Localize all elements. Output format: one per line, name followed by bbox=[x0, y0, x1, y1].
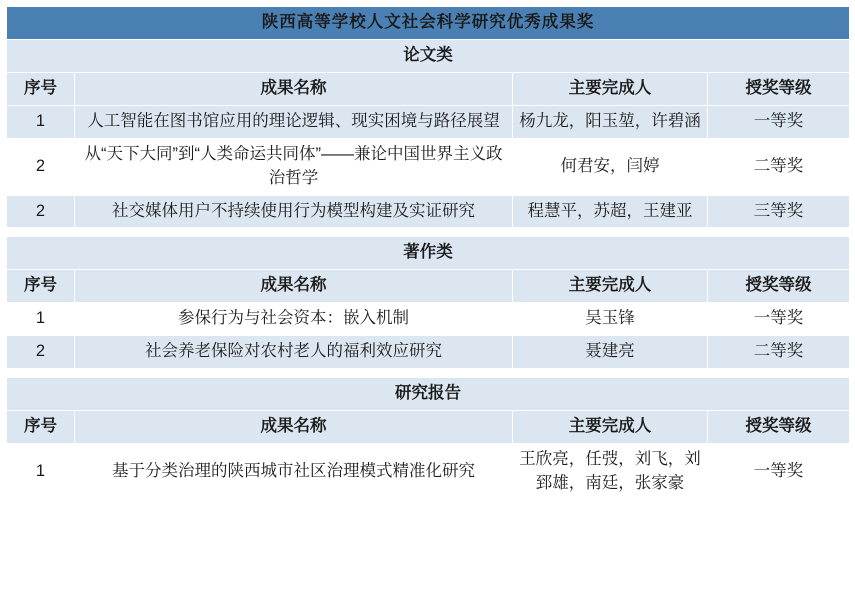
table-row bbox=[7, 303, 850, 336]
cell-authors: 杨九龙，阳玉堃，许碧涵 bbox=[513, 105, 708, 138]
section-header-row bbox=[7, 237, 850, 270]
column-header-grade: 授奖等级 bbox=[708, 411, 850, 444]
section-title-papers: 论文类 bbox=[7, 39, 850, 72]
cell-grade: 一等奖 bbox=[708, 105, 850, 138]
section-spacer bbox=[7, 369, 850, 378]
table-row bbox=[7, 443, 850, 500]
cell-authors: 程慧平，苏超，王建亚 bbox=[513, 195, 708, 228]
award-results-table bbox=[6, 6, 850, 501]
cell-grade: 二等奖 bbox=[708, 138, 850, 195]
column-header-authors: 主要完成人 bbox=[513, 270, 708, 303]
cell-authors: 吴玉锋 bbox=[513, 303, 708, 336]
cell-grade: 一等奖 bbox=[708, 303, 850, 336]
cell-title: 基于分类治理的陕西城市社区治理模式精准化研究 bbox=[75, 443, 513, 500]
section-title-books: 著作类 bbox=[7, 237, 850, 270]
document-title: 陕西高等学校人文社会科学研究优秀成果奖 bbox=[7, 7, 850, 40]
section-title-reports: 研究报告 bbox=[7, 378, 850, 411]
column-header-row bbox=[7, 411, 850, 444]
cell-title: 从“天下大同”到“人类命运共同体”——兼论中国世界主义政治哲学 bbox=[75, 138, 513, 195]
table-row bbox=[7, 105, 850, 138]
column-header-row bbox=[7, 72, 850, 105]
column-header-no: 序号 bbox=[7, 411, 75, 444]
cell-no: 2 bbox=[7, 336, 75, 369]
column-header-title: 成果名称 bbox=[75, 411, 513, 444]
column-header-no: 序号 bbox=[7, 270, 75, 303]
table-title-row bbox=[7, 7, 850, 40]
table-row bbox=[7, 195, 850, 228]
cell-no: 2 bbox=[7, 138, 75, 195]
cell-authors: 王欣亮，任弢，刘飞，刘郅雄，南廷，张家豪 bbox=[513, 443, 708, 500]
cell-authors: 聂建亮 bbox=[513, 336, 708, 369]
column-header-title: 成果名称 bbox=[75, 270, 513, 303]
column-header-authors: 主要完成人 bbox=[513, 411, 708, 444]
cell-no: 2 bbox=[7, 195, 75, 228]
table-row bbox=[7, 138, 850, 195]
cell-no: 1 bbox=[7, 303, 75, 336]
section-header-row bbox=[7, 378, 850, 411]
cell-title: 社交媒体用户不持续使用行为模型构建及实证研究 bbox=[75, 195, 513, 228]
cell-grade: 二等奖 bbox=[708, 336, 850, 369]
column-header-no: 序号 bbox=[7, 72, 75, 105]
cell-title: 人工智能在图书馆应用的理论逻辑、现实困境与路径展望 bbox=[75, 105, 513, 138]
cell-title: 社会养老保险对农村老人的福利效应研究 bbox=[75, 336, 513, 369]
section-header-row bbox=[7, 39, 850, 72]
cell-grade: 三等奖 bbox=[708, 195, 850, 228]
cell-title: 参保行为与社会资本：嵌入机制 bbox=[75, 303, 513, 336]
section-spacer bbox=[7, 228, 850, 237]
column-header-grade: 授奖等级 bbox=[708, 270, 850, 303]
cell-grade: 一等奖 bbox=[708, 443, 850, 500]
cell-no: 1 bbox=[7, 443, 75, 500]
cell-no: 1 bbox=[7, 105, 75, 138]
column-header-title: 成果名称 bbox=[75, 72, 513, 105]
column-header-authors: 主要完成人 bbox=[513, 72, 708, 105]
column-header-grade: 授奖等级 bbox=[708, 72, 850, 105]
cell-authors: 何君安，闫婷 bbox=[513, 138, 708, 195]
table-row bbox=[7, 336, 850, 369]
column-header-row bbox=[7, 270, 850, 303]
